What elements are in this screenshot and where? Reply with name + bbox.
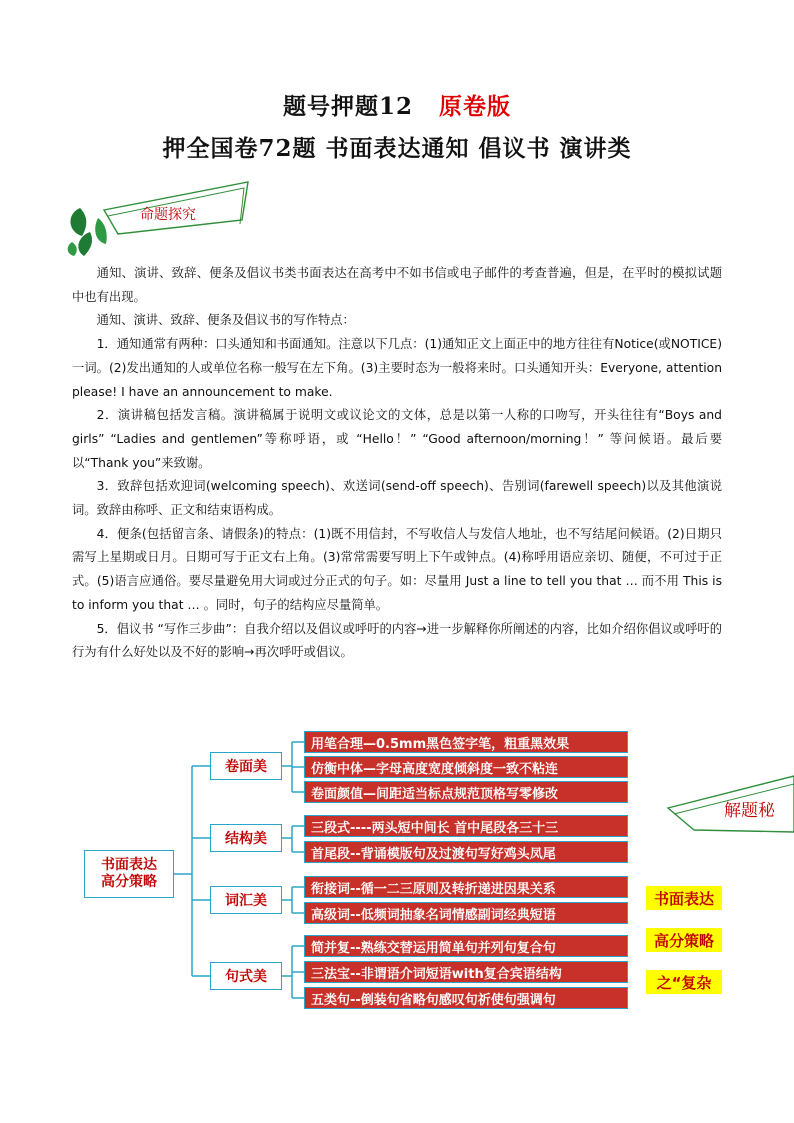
section-label: 命题探究 bbox=[140, 207, 196, 223]
title-tag: 原卷版 bbox=[439, 93, 511, 120]
side-banner-label: 解题秘 bbox=[724, 801, 775, 821]
paragraph: 通知、演讲、致辞、便条及倡议书类书面表达在高考中不如书信或电子邮件的考查普遍，但是，在平时的模拟试题中也有出现。 bbox=[72, 266, 722, 304]
category-layout: 卷面美 bbox=[210, 752, 282, 780]
strategy-item: 三段式----两头短中间长 首中尾段各三十三 bbox=[304, 815, 628, 837]
paragraph: 3．致辞包括欢迎词(welcoming speech)、欢送词(send-off speech)、告别词(farewell speech)以及其他演说词。致辞由称呼、正文和结束语构成。 bbox=[72, 479, 722, 518]
category-sentence: 句式美 bbox=[210, 962, 282, 990]
strategy-item: 用笔合理—0.5mm黑色签字笔，粗重黑效果 bbox=[304, 731, 628, 753]
strategy-item: 三法宝--非谓语介词短语with复合宾语结构 bbox=[304, 961, 628, 983]
side-highlight: 书面表达 bbox=[646, 886, 722, 910]
category-vocabulary: 词汇美 bbox=[210, 886, 282, 914]
title-main: 题号押题12 bbox=[282, 93, 413, 120]
mindmap-root bbox=[84, 850, 174, 898]
page-subtitle: 押全国卷72题 书面表达通知 倡议书 演讲类 bbox=[162, 135, 632, 162]
paragraph: 通知、演讲、致辞、便条及倡议书的写作特点： bbox=[96, 313, 355, 328]
paragraph: 5．倡议书 “写作三步曲”：自我介绍以及倡议或呼吁的内容→进一步解释你所阐述的内容，比如介绍你倡议或呼吁的行为有什么好处以及不好的影响→再次呼吁或倡议。 bbox=[72, 621, 722, 660]
side-highlight: 之“复杂 bbox=[646, 970, 722, 994]
page-title bbox=[0, 88, 794, 121]
side-highlight: 高分策略 bbox=[646, 928, 722, 952]
strategy-item: 简并复--熟练交替运用简单句并列句复合句 bbox=[304, 935, 628, 957]
root-line: 书面表达 bbox=[101, 857, 157, 873]
paragraph: 4．便条(包括留言条、请假条)的特点：(1)既不用信封，不写收信人与发信人地址，也不写结尾问候语。(2)日期只需写上星期或日月。日期可写于正文右上角。(3)常常需要写明上下午或钟点。(4)称呼用语应亲切、随便，不可过于正式。(5)语言应通俗。要尽量避免用大词或过分正式的句子。如：尽量用 Just a line to tell you that … 而不用 This is to inform you that … 。同时，句子的结构应尽量简单。 bbox=[72, 526, 722, 612]
category-structure: 结构美 bbox=[210, 824, 282, 852]
strategy-item: 卷面颜值—间距适当标点规范顶格写零修改 bbox=[304, 781, 628, 803]
paragraph: 2．演讲稿包括发言稿。演讲稿属于说明文或议论文的文体，总是以第一人称的口吻写，开头往往有“Boys and girls” “Ladies and gentlemen”等称呼语，或 “Hello！” “Good afternoon/morning！” 等问候语。最后要以“Thank you”来致谢。 bbox=[72, 408, 722, 470]
root-line: 高分策略 bbox=[101, 874, 157, 890]
paragraph: 1．通知通常有两种：口头通知和书面通知。注意以下几点：(1)通知正文上面正中的地方往往有Notice(或NOTICE)一词。(2)发出通知的人或单位名称一般写在左下角。(3)主要时态为一般将来时。口头通知开头：Everyone, attention please! I have an announcement to make. bbox=[72, 337, 722, 399]
strategy-item: 仿衡中体—字母高度宽度倾斜度一致不粘连 bbox=[304, 756, 628, 778]
strategy-item: 首尾段--背诵模版句及过渡句写好鸡头凤尾 bbox=[304, 841, 628, 863]
strategy-item: 高级词--低频词抽象名词情感副词经典短语 bbox=[304, 902, 628, 924]
strategy-item: 五类句--倒装句省略句感叹句祈使句强调句 bbox=[304, 987, 628, 1009]
strategy-item: 衔接词--循一二三原则及转折递进因果关系 bbox=[304, 876, 628, 898]
body-text bbox=[72, 262, 722, 665]
